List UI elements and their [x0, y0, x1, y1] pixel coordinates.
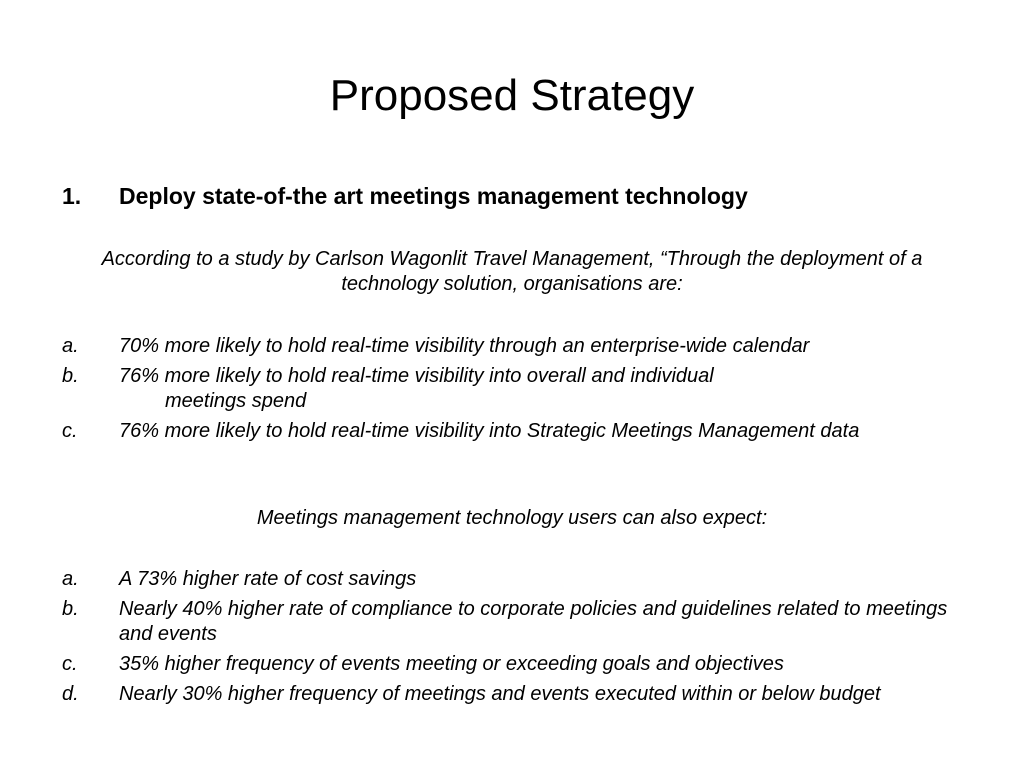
list-item-continuation: meetings spend — [165, 390, 307, 412]
visibility-list — [62, 334, 972, 449]
list-item-letter: c. — [62, 420, 78, 442]
list-item — [62, 419, 972, 444]
expectations-intro: Meetings management technology users can also expect: — [256, 507, 768, 529]
list-item-letter: a. — [62, 335, 79, 357]
list-item — [62, 567, 972, 592]
list-item-text: 76% more likely to hold real-time visibility into Strategic Meetings Management data — [119, 420, 860, 442]
list-item-text: 76% more likely to hold real-time visibility into overall and individual — [119, 365, 714, 387]
list-item — [62, 334, 972, 359]
list-item-letter: b. — [62, 598, 79, 620]
heading-text: Deploy state-of-the art meetings management technology — [119, 183, 748, 209]
list-item-text: Nearly 40% higher rate of compliance to corporate policies and guidelines related to meetings and events — [119, 598, 948, 645]
list-item-text: A 73% higher rate of cost savings — [119, 568, 417, 590]
list-item-letter: a. — [62, 568, 79, 590]
strategy-heading — [62, 179, 962, 213]
study-intro: According to a study by Carlson Wagonlit Travel Management, “Through the deployment of a technology solution, organisations are: — [101, 248, 923, 295]
list-item-text: Nearly 30% higher frequency of meetings and events executed within or below budget — [119, 683, 881, 705]
list-item-letter: c. — [62, 653, 78, 675]
list-item-letter: d. — [62, 683, 79, 705]
list-item — [62, 652, 972, 677]
list-item-text: 35% higher frequency of events meeting or exceeding goals and objectives — [119, 653, 784, 675]
slide-title: Proposed Strategy — [329, 71, 695, 120]
expectations-list — [62, 567, 972, 712]
heading-number: 1. — [62, 183, 82, 209]
list-item-letter: b. — [62, 365, 79, 387]
list-item — [62, 597, 972, 647]
list-item — [62, 682, 972, 707]
list-item — [62, 364, 972, 414]
list-item-text: 70% more likely to hold real-time visibility through an enterprise-wide calendar — [119, 335, 810, 357]
